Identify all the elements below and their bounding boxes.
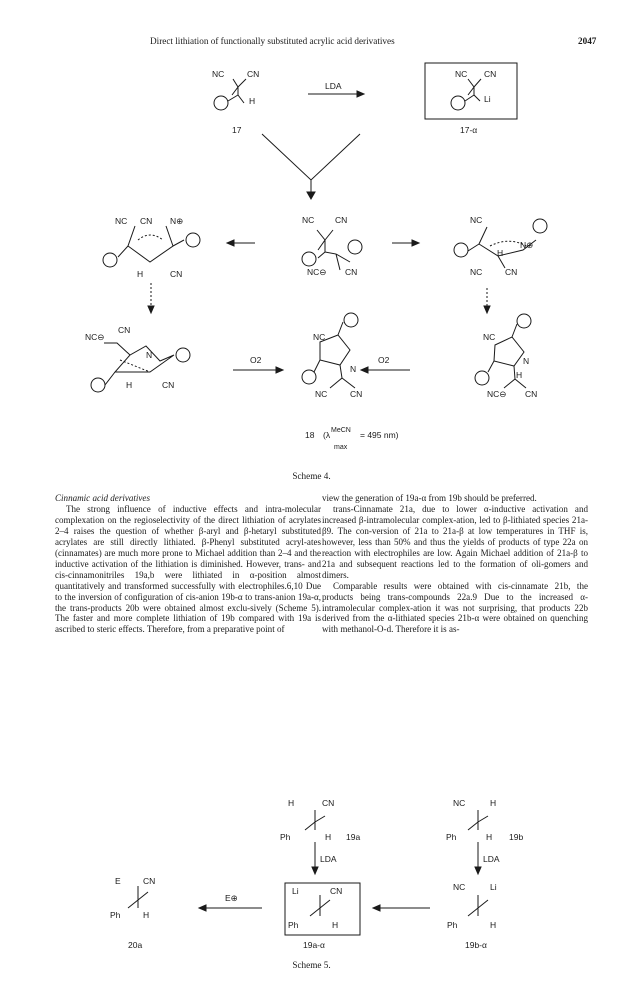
svg-text:CN: CN: [162, 380, 175, 390]
svg-text:CN: CN: [143, 876, 156, 886]
right-paragraph-3: Comparable results were obtained with cis-cinnamate 21b, the products being trans-compounds 22a.9 Due to the increased α-intramolecular complex-ation it was not surprising, that products 22b derived from the α-lithiated species 21b-α were obtained on quenching with methanol-O-d. Therefore it is as-: [322, 580, 588, 635]
scheme4-caption: Scheme 4.: [292, 471, 331, 481]
svg-text:CN: CN: [335, 215, 348, 225]
scheme4-convergence-lines: [262, 134, 360, 180]
svg-text:H: H: [126, 380, 133, 390]
right-paragraph-1: view the generation of 19a-α from 19b should be preferred.: [322, 493, 537, 503]
row2-center-structure: [302, 230, 362, 270]
svg-text:CN: CN: [330, 886, 343, 896]
svg-text:NC: NC: [455, 69, 468, 79]
svg-text:NC: NC: [483, 332, 496, 342]
compound-17a-label: 17-α: [460, 125, 478, 135]
svg-text:H: H: [516, 370, 523, 380]
svg-text:H: H: [143, 910, 150, 920]
page-number: 2047: [578, 36, 597, 46]
svg-text:CN: CN: [345, 267, 358, 277]
svg-text:NC: NC: [453, 798, 466, 808]
compound-19b-alpha-label: 19b-α: [465, 940, 487, 950]
row3-right-structure: [475, 314, 531, 388]
svg-text:Ph: Ph: [110, 910, 121, 920]
svg-text:CN: CN: [247, 69, 260, 79]
svg-text:H: H: [249, 96, 256, 106]
svg-text:Li: Li: [292, 886, 299, 896]
svg-text:NC⊖: NC⊖: [487, 389, 507, 399]
scheme4-diagram: [0, 0, 623, 470]
left-column: [55, 493, 321, 635]
running-header: Direct lithiation of functionally substituted acrylic acid derivatives: [150, 36, 395, 46]
compound-19b-structure: [468, 810, 488, 830]
svg-text:Ph: Ph: [446, 832, 457, 842]
svg-text:NC: NC: [212, 69, 225, 79]
compound-17-label: 17: [232, 125, 242, 135]
svg-text:E: E: [115, 876, 121, 886]
lambda-superscript: MeCN: [331, 427, 351, 434]
reagent-lda-right: LDA: [483, 854, 500, 864]
reagent-o2-right: O2: [378, 355, 390, 365]
compound-19a-label: 19a: [346, 832, 361, 842]
right-paragraph-2: trans-Cinnamate 21a, due to lower α-inductive activation and increased β-intramolecular complex-ation, led to β-lithiated species 21a-β9. The con-version of 21a to 21a-β at low temperatures in THF is, however, less than 50% and thus the yields of products of type 22a on reaction with electrophiles are low. Again Michael addition of 21a-β to 21a and subsequent reactions led to the formation of oli-gomers and dimers.: [322, 503, 588, 580]
compound-19b-label: 19b: [509, 832, 524, 842]
svg-text:Li: Li: [484, 94, 491, 104]
reagent-o2-left: O2: [250, 355, 262, 365]
compound-17-structure: [214, 79, 246, 110]
svg-text:Ph: Ph: [447, 920, 458, 930]
reagent-lda-left: LDA: [320, 854, 337, 864]
row3-left-structure: [91, 343, 190, 392]
compound-18-structure: [302, 313, 358, 388]
svg-text:NC: NC: [453, 882, 466, 892]
svg-text:H: H: [288, 798, 295, 808]
svg-text:NC: NC: [302, 215, 315, 225]
svg-text:NC: NC: [470, 267, 483, 277]
scheme5-caption: Scheme 5.: [292, 960, 331, 970]
svg-text:CN: CN: [322, 798, 335, 808]
svg-text:NC⊖: NC⊖: [307, 267, 327, 277]
svg-text:NC: NC: [115, 216, 128, 226]
reagent-electrophile: E⊕: [225, 893, 238, 903]
svg-text:Ph: Ph: [280, 832, 291, 842]
svg-text:NC: NC: [313, 332, 326, 342]
svg-text:CN: CN: [140, 216, 153, 226]
lambda-value: = 495 nm): [360, 430, 399, 440]
svg-text:CN: CN: [170, 269, 183, 279]
left-paragraph: The strong influence of inductive effects and intra-molecular complexation on the regioselectivity of the direct lithiation of acrylates 2–4 raises the question of whether β-aryl and β-hetaryl substituted acrylates are still directly lithiated. β-Phenyl substituted acryl-ates (cinnamates) are much more prone to Michael addition than 2–4 and the inductive activation of the lithiation is diminished. However, trans- and cis-cinnamonitriles 19a,b were lithiated in α-position almost quantitatively and transformed successfully with electrophiles.6,10 Due to the inversion of configuration of cis-anion 19b-α to trans-anion 19a-α, the trans-products 20b were obtained almost exclu-sively (Scheme 5). The faster and more complete lithiation of 19b compared with 19a is ascribed to steric effects. Therefore, from a preparative point of: [55, 503, 321, 635]
compound-19a-structure: [305, 810, 325, 830]
row2-left-structure: [103, 226, 200, 267]
svg-text:NC: NC: [470, 215, 483, 225]
compound-20a-structure: [128, 886, 148, 908]
svg-text:H: H: [490, 920, 497, 930]
svg-text:NC: NC: [315, 389, 328, 399]
svg-text:N: N: [146, 350, 153, 360]
svg-text:H: H: [497, 248, 504, 258]
svg-text:CN: CN: [350, 389, 363, 399]
svg-text:N: N: [523, 356, 530, 366]
svg-text:H: H: [332, 920, 339, 930]
compound-18-label: 18: [305, 430, 315, 440]
reagent-lda: LDA: [325, 81, 342, 91]
svg-text:H: H: [486, 832, 493, 842]
lambda-prefix: (λ: [323, 430, 331, 440]
right-column: [322, 493, 588, 635]
compound-20a-label: 20a: [128, 940, 143, 950]
svg-text:H: H: [325, 832, 332, 842]
compound-19a-alpha-label: 19a-α: [303, 940, 325, 950]
svg-text:H: H: [490, 798, 497, 808]
svg-text:CN: CN: [505, 267, 518, 277]
compound-19b-alpha-structure: [468, 895, 488, 916]
svg-text:Li: Li: [490, 882, 497, 892]
svg-text:CN: CN: [484, 69, 497, 79]
svg-text:H: H: [137, 269, 144, 279]
svg-text:N⊕: N⊕: [170, 216, 184, 226]
svg-text:N: N: [350, 364, 357, 374]
svg-text:NC⊖: NC⊖: [85, 332, 105, 342]
compound-17a-structure: [451, 79, 481, 110]
lambda-subscript: max: [334, 444, 348, 451]
compound-19a-alpha-structure: [310, 895, 330, 916]
scheme5-diagram: [0, 790, 623, 960]
svg-text:N⊕: N⊕: [520, 240, 534, 250]
svg-text:CN: CN: [525, 389, 538, 399]
svg-text:Ph: Ph: [288, 920, 299, 930]
section-subheading: Cinnamic acid derivatives: [55, 493, 150, 503]
svg-text:CN: CN: [118, 325, 131, 335]
